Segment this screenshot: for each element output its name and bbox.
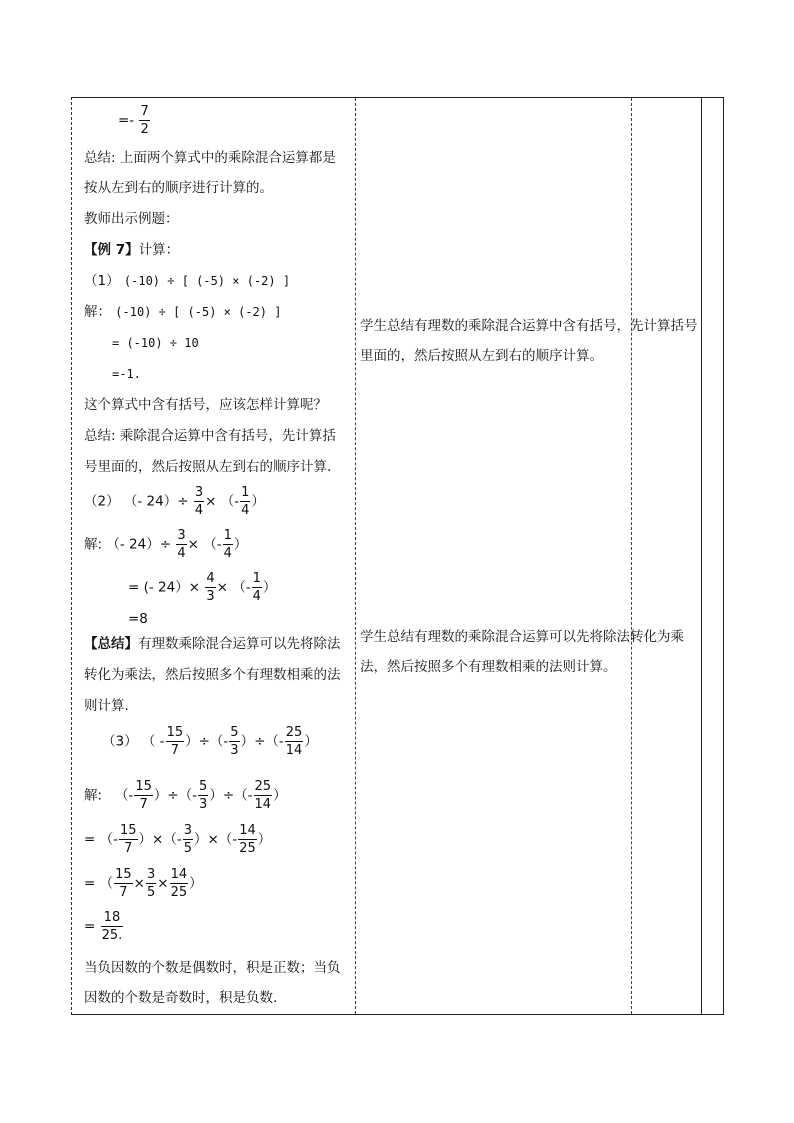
question-line: 这个算式中含有括号，应该怎样计算呢？ [84,397,327,413]
problem-2: （2） （- 24）÷ $\frac{3}{4}$ × （- $\frac{1}{4}$ ） [84,485,265,518]
solution-2-line-1: 解: （- 24）÷ $\frac{3}{4}$ × （- $\frac{1}{4}$ ） [84,528,248,561]
equation-prefix: =- [118,112,135,129]
solution-3-line-1: 解: （- $\frac{15}{7}$ ）÷（- $\frac{5}{3}$ ）÷（- $\frac{25}{14}$ ） [84,779,287,812]
student-summary-2: 学生总结有理数的乘除混合运算可以先将除法转化为乘法，然后按照多个有理数相乘的法则计算。 [360,629,684,675]
problem-1-expression: (-10) ÷ [ (-5) × (-2) ] [123,274,291,288]
summary-3-line-c: 则计算. [84,698,129,714]
summary-1-line-b: 按从左到右的顺序进行计算的。 [84,180,273,196]
teacher-intro: 教师出示例题： [84,211,179,227]
example-calc-label: 计算： [138,242,180,258]
example-heading [84,240,179,260]
equation-result-line [118,103,151,138]
column-border-2 [723,98,724,1014]
column-border-1 [701,98,702,1014]
summary-3-line-b: 转化为乘法，然后按照多个有理数相乘的法 [84,667,341,683]
summary-2-line-a: 总结: 乘除混合运算中含有括号，先计算括 [84,428,336,444]
solution-1-line-1: 解： (-10) ÷ [ (-5) × (-2) ] [84,304,282,320]
student-summary-1: 学生总结有理数的乘除混合运算中含有括号，先计算括号里面的，然后按照从左到右的顺序计算。 [360,318,698,364]
rule-line-a: 当负因数的个数是偶数时，积是正数；当负 [84,960,341,976]
problem-3: （3） （ - $\frac{15}{7}$ ）÷（- $\frac{5}{3}$ ）÷（- $\frac{25}{14}$ ） [102,725,318,758]
rule-line-b: 因数的个数是奇数时，积是负数. [84,990,278,1006]
solution-1-line-3: =-1. [112,367,141,381]
problem-1: （1） (-10) ÷ [ (-5) × (-2) ] [84,273,291,289]
summary-1-line-a: 总结: 上面两个算式中的乘除混合运算都是 [84,150,336,166]
fraction-7-2: $\frac{7}{2}$ [140,104,149,137]
column-divider-right [631,98,632,1014]
column-divider-left [355,98,356,1014]
solution-3-line-2: = （- $\frac{15}{7}$ ）×（- $\frac{3}{5}$ ）×（- $\frac{14}{25}$ ） [84,823,272,856]
summary-3-line-a: 【总结】有理数乘除混合运算可以先将除法 [84,636,341,652]
example-label: 【例 7】 [84,242,139,258]
summary-2-line-b: 号里面的，然后按照从左到右的顺序计算. [84,459,332,475]
solution-1-line-2: = (-10) ÷ 10 [112,336,199,350]
solution-3-line-4: = $\frac{18}{25.}$ [84,910,123,943]
solution-3-line-3: = （ $\frac{15}{7}$ × $\frac{3}{5}$ × $\frac{14}{25}$ ） [84,867,203,900]
solution-2-line-3: =8 [128,611,148,627]
solution-2-line-2: = (- 24）× $\frac{4}{3}$ × （- $\frac{1}{4}$ ） [128,571,277,604]
